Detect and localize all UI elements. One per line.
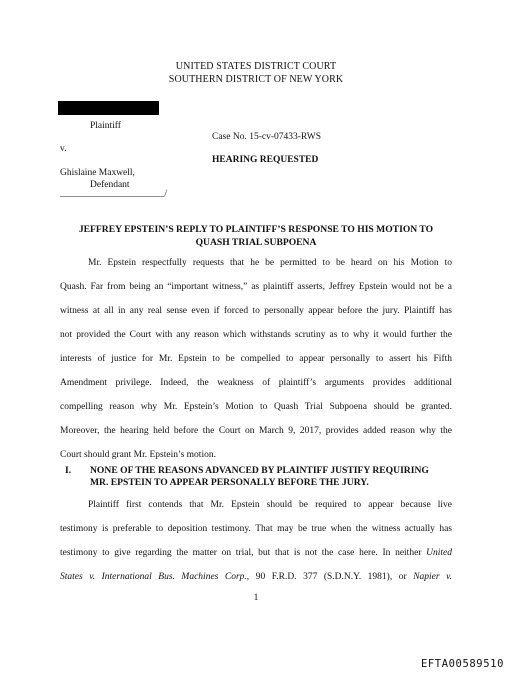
document-title-line1: JEFFREY EPSTEIN’S REPLY TO PLAINTIFF’S RESPONSE TO HIS MOTION TO (78, 224, 434, 235)
defendant-name: Ghislaine Maxwell, (60, 168, 135, 178)
body-line (60, 548, 452, 558)
body-line: Plaintiff first contends that Mr. Epstein should be required to appear because live (88, 500, 452, 510)
versus: v. (60, 144, 67, 154)
body-line: compelling reason why Mr. Epstein’s Motion to Quash Trial Subpoena should be granted. (60, 402, 452, 412)
section-heading-line1: NONE OF THE REASONS ADVANCED BY PLAINTIFF JUSTIFY REQUIRING (90, 465, 429, 476)
body-line: Quash. Far from being an “important witness,” as plaintiff asserts, Jeffrey Epstein would not be a (60, 282, 452, 292)
plaintiff-label: Plaintiff (90, 121, 121, 131)
case-citation: States v. International Bus. Machines Corp. (60, 572, 247, 582)
caption-end-line: ______________________/ (60, 189, 168, 199)
body-line: witness at all in any real sense even if forced to personally appear before the jury. Plaintiff has (60, 306, 452, 316)
body-line: Court should grant Mr. Epstein’s motion. (60, 450, 216, 460)
body-line: not provided the Court with any reason which withstands scrutiny as to why it would further the (60, 330, 452, 340)
line-text: testimony to give regarding the matter on trial, but that is not the case here. In neither (60, 548, 422, 558)
section-heading-line2: MR. EPSTEIN TO APPEAR PERSONALLY BEFORE THE JURY. (90, 477, 369, 488)
document-title-line2: QUASH TRIAL SUBPOENA (195, 237, 317, 248)
section-number: I. (65, 465, 72, 476)
body-line: Mr. Epstein respectfully requests that he be permitted to be heard on his Motion to (88, 258, 452, 268)
body-line: Moreover, the hearing held before the Court on March 9, 2017, provides added reason why the (60, 426, 452, 436)
court-name-line2: SOUTHERN DISTRICT OF NEW YORK (168, 74, 344, 85)
hearing-requested: HEARING REQUESTED (212, 155, 319, 165)
redaction-box (58, 101, 159, 115)
court-name-line1: UNITED STATES DISTRICT COURT (175, 61, 337, 72)
case-citation: United (426, 548, 453, 558)
body-line: Amendment privilege. Indeed, the weakness of plaintiff’s arguments provides additional (60, 378, 452, 388)
page-number: 1 (253, 593, 259, 603)
case-citation: Napier v. (413, 572, 453, 582)
line-text: , 90 F.R.D. 377 (S.D.N.Y. 1981), or (246, 572, 407, 582)
body-line: interests of justice for Mr. Epstein to be compelled to appear personally to assert his Fifth (60, 354, 452, 364)
case-number: Case No. 15-cv-07433-RWS (212, 132, 321, 142)
bates-number: EFTA00589510 (420, 658, 504, 670)
body-line: testimony is preferable to deposition testimony. That may be true when the witness actually has (60, 524, 452, 534)
defendant-label: Defendant (90, 180, 130, 190)
body-line (60, 572, 452, 582)
